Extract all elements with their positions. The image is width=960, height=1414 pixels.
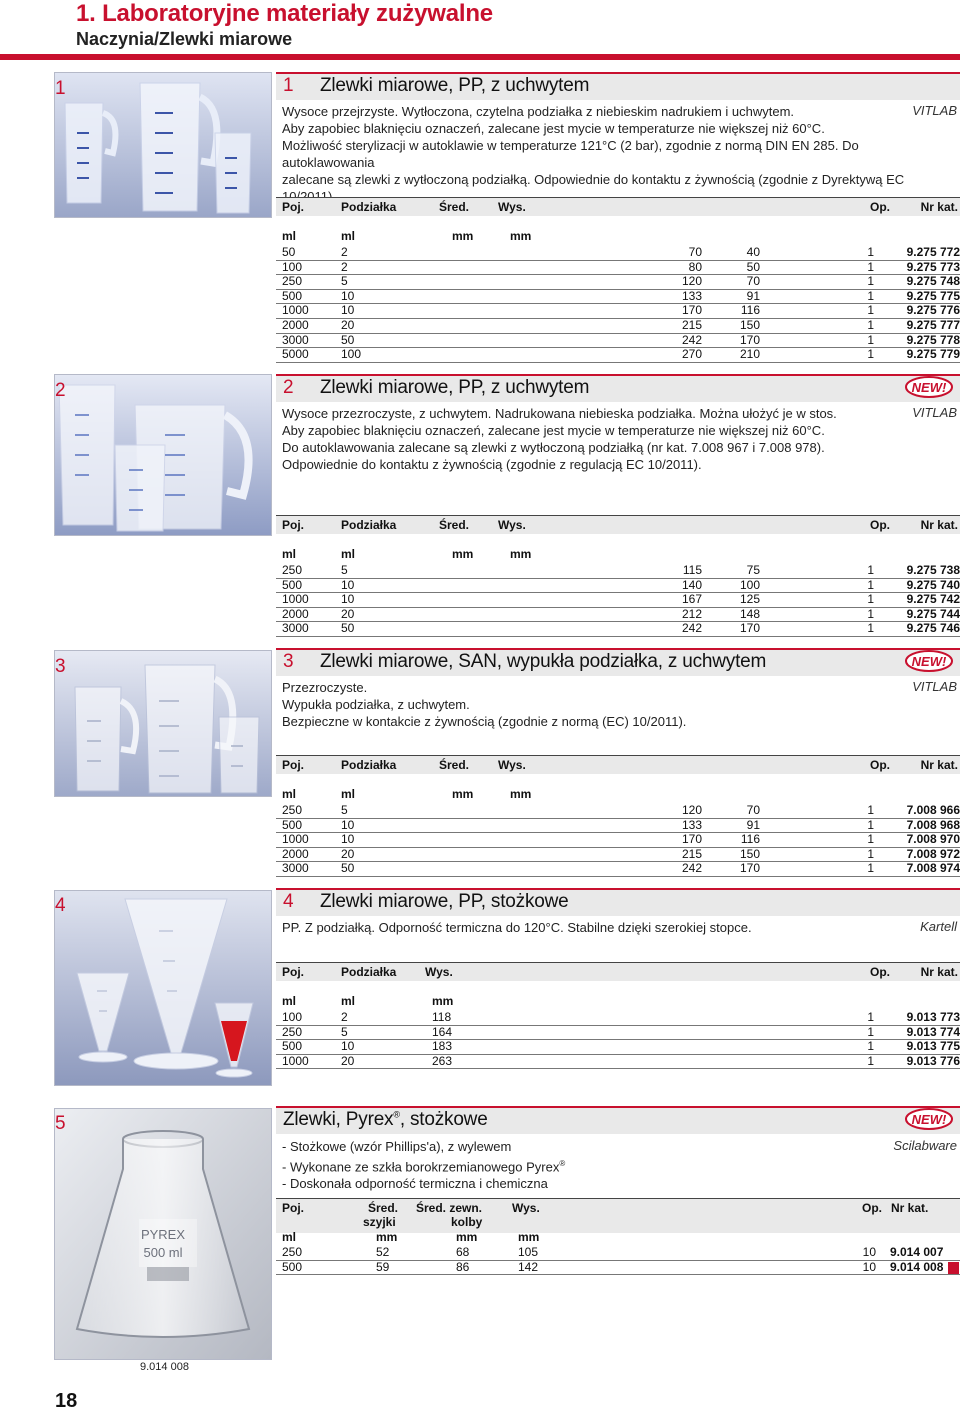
section-5-units xyxy=(276,1230,960,1244)
section-1-desc-line: zalecane są zlewki z wytłoczoną podziałką. Odpowiednie do kontaktu z żywnością (zgodnie z Dyrektywą EC xyxy=(282,172,905,187)
table-cell: 142 xyxy=(518,1259,539,1274)
table-row xyxy=(276,861,960,877)
section-1-units xyxy=(276,229,960,243)
section-2-desc-line: Odpowiednie do kontaktu z żywnością (zgodnie z regulacją EC 10/2011). xyxy=(282,457,702,472)
section-3-units xyxy=(276,787,960,801)
section-1-title: Zlewki miarowe, PP, z uchwytem xyxy=(320,75,590,96)
table-cell: 7.008 974 xyxy=(906,861,960,876)
section-3-desc-line: Przezroczyste. xyxy=(282,680,368,695)
unit: ml xyxy=(341,547,356,561)
section-4-units xyxy=(276,994,960,1008)
section-2-photo-number: 2 xyxy=(55,380,66,401)
table-cell: 215 xyxy=(681,318,702,332)
pyrex-logo-text: PYREX xyxy=(140,1227,186,1242)
section-2-desc-line: Aby zapobiec blaknięciu oznaczeń, zalecane jest mycie w temperaturze nie większej niż 60°C. xyxy=(282,423,825,438)
table-row xyxy=(276,592,960,608)
unit: mm xyxy=(510,229,532,243)
table-cell: 100 xyxy=(282,1010,303,1024)
table-cell: 1 xyxy=(867,577,874,592)
table-cell: 167 xyxy=(681,592,702,607)
col-op: Op. xyxy=(862,1201,882,1215)
table-cell: 116 xyxy=(740,832,760,847)
table-cell: 2000 xyxy=(282,846,309,861)
table-cell: 1 xyxy=(867,846,874,861)
unit: ml xyxy=(341,994,356,1008)
col-podzialka: Podziałka xyxy=(341,965,397,979)
table-cell: 1000 xyxy=(282,832,309,847)
pyrex-volume-text: 500 ml xyxy=(143,1245,183,1260)
section-2-units xyxy=(276,547,960,561)
product-photo-4 xyxy=(54,890,272,1086)
table-cell: 9.014 008 xyxy=(890,1259,944,1274)
table-cell: 3000 xyxy=(282,861,309,876)
table-cell: 2 xyxy=(341,245,348,259)
table-row xyxy=(276,621,960,637)
col-op: Op. xyxy=(870,200,890,214)
unit: mm xyxy=(452,547,474,561)
table-cell: 70 xyxy=(688,245,702,259)
section-1-photo-number: 1 xyxy=(55,78,66,99)
section-4-brand: Kartell xyxy=(920,919,957,934)
table-cell: 250 xyxy=(282,1245,303,1259)
section-5-tab-marker xyxy=(948,1262,959,1274)
table-cell: 80 xyxy=(688,259,702,274)
table-cell: 9.275 742 xyxy=(906,592,960,607)
section-5-title-suffix: , stożkowe xyxy=(399,1109,488,1130)
table-cell: 250 xyxy=(282,803,303,817)
table-cell: 120 xyxy=(681,803,702,817)
col-sred: Śred. xyxy=(439,758,470,772)
section-4-description xyxy=(282,919,902,936)
unit: mm xyxy=(452,787,474,801)
table-cell: 1 xyxy=(867,347,874,362)
table-cell: 1 xyxy=(867,621,874,636)
table-cell: 1000 xyxy=(282,1053,309,1068)
table-cell: 1 xyxy=(867,332,874,347)
table-cell: 170 xyxy=(739,861,760,876)
section-2-description xyxy=(282,405,902,473)
col-sred-sub: szyjki xyxy=(363,1215,396,1229)
table-cell: 5 xyxy=(341,803,348,817)
table-cell: 118 xyxy=(432,1010,452,1024)
table-cell: 270 xyxy=(681,347,702,362)
table-cell: 115 xyxy=(682,563,702,577)
table-cell: 1 xyxy=(867,288,874,303)
table-cell: 140 xyxy=(681,577,702,592)
table-cell: 150 xyxy=(739,318,760,332)
table-cell: 100 xyxy=(739,577,760,592)
table-cell: 500 xyxy=(282,577,303,592)
table-cell: 250 xyxy=(282,274,303,289)
col-nrkat: Nr kat. xyxy=(920,965,958,979)
new-badge-label: NEW! xyxy=(911,380,947,395)
section-1-desc-line: Wysoce przejrzyste. Wytłoczona, czytelna podziałka z niebieskim nadrukiem i uchwytem. xyxy=(282,104,795,119)
col-poj: Poj. xyxy=(282,965,305,979)
table-cell: 242 xyxy=(681,621,702,636)
table-row xyxy=(276,578,960,594)
table-cell: 20 xyxy=(341,318,355,332)
table-row xyxy=(276,832,960,848)
table-row xyxy=(276,607,960,623)
table-cell: 215 xyxy=(681,846,702,861)
table-cell: 50 xyxy=(282,245,296,259)
table-cell: 164 xyxy=(432,1024,453,1039)
section-5-brand: Scilabware xyxy=(893,1138,957,1153)
table-cell: 50 xyxy=(341,861,355,876)
table-cell: 170 xyxy=(739,332,760,347)
table-cell: 250 xyxy=(282,563,303,577)
table-row xyxy=(276,1260,960,1276)
col-wys: Wys. xyxy=(498,518,526,532)
table-cell: 1 xyxy=(867,817,874,832)
table-cell: 9.275 772 xyxy=(906,245,960,259)
col-wys: Wys. xyxy=(425,965,453,979)
section-5-desc-line xyxy=(282,1155,842,1175)
table-cell: 70 xyxy=(746,803,760,817)
col-poj: Poj. xyxy=(282,200,305,214)
table-cell: 1 xyxy=(867,303,874,318)
section-4-title: Zlewki miarowe, PP, stożkowe xyxy=(320,891,569,912)
section-1-desc-line: Aby zapobiec blaknięciu oznaczeń, zalecane jest mycie w temperaturze nie większej niż 60°C. xyxy=(282,121,825,136)
col-sred: Śred. xyxy=(439,518,470,532)
table-cell: 170 xyxy=(739,621,760,636)
table-cell: 212 xyxy=(681,606,702,621)
col-op: Op. xyxy=(870,758,890,772)
unit: ml xyxy=(282,787,297,801)
table-cell: 70 xyxy=(746,274,760,289)
section-3-title: Zlewki miarowe, SAN, wypukła podziałka, z uchwytem xyxy=(320,651,767,672)
table-cell: 9.275 778 xyxy=(906,332,960,347)
table-cell: 10 xyxy=(341,288,355,303)
table-cell: 7.008 970 xyxy=(906,832,960,847)
table-cell: 500 xyxy=(282,1259,303,1274)
table-cell: 9.275 746 xyxy=(906,621,960,636)
table-cell: 125 xyxy=(739,592,760,607)
footer-code: 9.014 008 xyxy=(140,1361,189,1373)
table-cell: 5 xyxy=(341,274,348,289)
table-cell: 1 xyxy=(867,592,874,607)
table-cell: 120 xyxy=(681,274,702,289)
table-cell: 91 xyxy=(746,817,760,832)
table-cell: 100 xyxy=(341,347,362,362)
table-cell: 1 xyxy=(867,245,874,259)
table-cell: 3000 xyxy=(282,332,309,347)
table-cell: 148 xyxy=(739,606,760,621)
table-cell: 9.013 775 xyxy=(906,1039,960,1054)
table-cell: 133 xyxy=(681,817,702,832)
table-cell: 50 xyxy=(746,259,760,274)
table-row xyxy=(276,347,960,363)
table-cell: 1 xyxy=(867,1039,874,1054)
table-cell: 7.008 966 xyxy=(906,803,960,817)
page-number: 18 xyxy=(55,1390,78,1412)
table-cell: 20 xyxy=(341,846,355,861)
table-cell: 9.014 007 xyxy=(890,1245,944,1259)
col-podzialka: Podziałka xyxy=(341,200,397,214)
table-cell: 9.275 740 xyxy=(906,577,960,592)
col-wys: Wys. xyxy=(498,758,526,772)
table-cell: 10 xyxy=(341,303,355,318)
section-3-description xyxy=(282,679,902,730)
unit: ml xyxy=(341,787,356,801)
section-3-number: 3 xyxy=(283,651,294,672)
table-cell: 250 xyxy=(282,1024,303,1039)
section-5-desc-line: - Stożkowe (wzór Phillips'a), z wylewem xyxy=(282,1139,512,1154)
table-cell: 75 xyxy=(746,563,760,577)
table-cell: 9.275 748 xyxy=(906,274,960,289)
col-nrkat: Nr kat. xyxy=(891,1201,929,1215)
section-4-number: 4 xyxy=(283,891,294,912)
section-5-table-header xyxy=(276,1198,960,1233)
section-1-description xyxy=(282,103,942,205)
col-nrkat: Nr kat. xyxy=(920,200,958,214)
table-cell: 1 xyxy=(867,606,874,621)
table-cell: 68 xyxy=(456,1245,470,1259)
table-row xyxy=(276,274,960,290)
table-cell: 5000 xyxy=(282,347,309,362)
table-cell: 86 xyxy=(456,1259,470,1274)
unit: ml xyxy=(282,994,297,1008)
table-cell: 2 xyxy=(341,259,348,274)
unit: mm xyxy=(510,787,532,801)
table-cell: 10 xyxy=(341,832,355,847)
section-4-photo-number: 4 xyxy=(55,895,66,916)
table-cell: 10 xyxy=(341,817,355,832)
section-4-table-header xyxy=(276,962,960,981)
section-3-desc-line: Wypukła podziałka, z uchwytem. xyxy=(282,697,470,712)
section-2-desc-line: Do autoklawowania zalecane są zlewki z wytłoczoną podziałką (nr kat. 7.008 967 i 7.008 978). xyxy=(282,440,825,455)
unit: mm xyxy=(432,994,454,1008)
table-cell: 2000 xyxy=(282,318,309,332)
table-cell: 1 xyxy=(867,563,874,577)
table-cell: 50 xyxy=(341,621,355,636)
table-row xyxy=(276,318,960,334)
table-cell: 210 xyxy=(739,347,760,362)
table-cell: 1 xyxy=(867,274,874,289)
new-badge-label: NEW! xyxy=(911,654,947,669)
col-op: Op. xyxy=(870,518,890,532)
col-sred: Śred. xyxy=(439,200,470,214)
col-podzialka: Podziałka xyxy=(341,758,397,772)
table-cell: 9.275 738 xyxy=(906,563,960,577)
table-cell: 263 xyxy=(432,1053,453,1068)
table-cell: 242 xyxy=(681,861,702,876)
table-cell: 105 xyxy=(518,1245,539,1259)
table-row xyxy=(276,1025,960,1041)
table-cell: 170 xyxy=(681,303,702,318)
table-cell: 1 xyxy=(867,1053,874,1068)
col-podzialka: Podziałka xyxy=(341,518,397,532)
table-row xyxy=(276,260,960,276)
new-badge-label: NEW! xyxy=(911,1112,947,1127)
table-row xyxy=(276,563,960,579)
registered-mark: ® xyxy=(393,1109,400,1120)
table-cell: 1000 xyxy=(282,592,309,607)
table-cell: 1 xyxy=(867,259,874,274)
table-cell: 1 xyxy=(867,1024,874,1039)
table-row xyxy=(276,803,960,819)
section-5-description xyxy=(282,1138,842,1192)
section-2-table-header xyxy=(276,515,960,534)
col-op: Op. xyxy=(870,965,890,979)
col-poj: Poj. xyxy=(282,1201,305,1215)
page-title: 1. Laboratoryjne materiały zużywalne xyxy=(76,0,493,27)
table-cell: 9.275 777 xyxy=(906,318,960,332)
table-cell: 183 xyxy=(432,1039,453,1054)
new-badge-icon xyxy=(905,1108,953,1130)
table-row xyxy=(276,303,960,319)
table-cell: 9.275 775 xyxy=(906,288,960,303)
table-cell: 20 xyxy=(341,1053,355,1068)
table-cell: 59 xyxy=(376,1259,390,1274)
table-cell: 9.275 776 xyxy=(906,303,960,318)
table-row xyxy=(276,1245,960,1261)
table-cell: 5 xyxy=(341,563,348,577)
table-cell: 10 xyxy=(341,577,355,592)
registered-mark: ® xyxy=(559,1159,566,1168)
col-sred-zewn-sub: kolby xyxy=(451,1215,483,1229)
section-5-photo-number: 5 xyxy=(55,1113,66,1134)
table-cell: 116 xyxy=(740,303,760,318)
table-cell: 9.013 774 xyxy=(906,1024,960,1039)
col-nrkat: Nr kat. xyxy=(920,518,958,532)
table-row xyxy=(276,818,960,834)
table-cell: 9.013 776 xyxy=(906,1053,960,1068)
table-cell: 10 xyxy=(862,1259,876,1274)
col-sred: Śred. xyxy=(368,1201,399,1215)
section-1-table-header xyxy=(276,197,960,216)
table-cell: 1 xyxy=(867,318,874,332)
table-cell: 52 xyxy=(376,1245,390,1259)
section-2-number: 2 xyxy=(283,377,294,398)
unit: mm xyxy=(376,1230,398,1244)
table-cell: 40 xyxy=(746,245,760,259)
table-row xyxy=(276,245,960,261)
table-cell: 1 xyxy=(867,803,874,817)
table-cell: 9.013 773 xyxy=(906,1010,960,1024)
table-cell: 133 xyxy=(681,288,702,303)
table-cell: 1000 xyxy=(282,303,309,318)
product-photo-5 xyxy=(54,1108,272,1360)
new-badge-icon xyxy=(905,376,953,398)
table-cell: 9.275 779 xyxy=(906,347,960,362)
page-subtitle: Naczynia/Zlewki miarowe xyxy=(76,29,293,49)
section-4-desc-line: PP. Z podziałką. Odporność termiczna do 120°C. Stabilne dzięki szerokiej stopce. xyxy=(282,920,752,935)
table-cell: 10 xyxy=(341,592,355,607)
table-row xyxy=(276,333,960,349)
section-5-desc-text: - Wykonane ze szkła borokrzemianowego Pyrex xyxy=(282,1159,560,1175)
unit: mm xyxy=(510,547,532,561)
header-rule xyxy=(0,54,960,60)
unit: ml xyxy=(282,1230,297,1244)
table-cell: 91 xyxy=(746,288,760,303)
table-cell: 9.275 744 xyxy=(906,606,960,621)
col-nrkat: Nr kat. xyxy=(920,758,958,772)
table-cell: 100 xyxy=(282,259,303,274)
col-sred-zewn: Śred. zewn. xyxy=(416,1201,483,1215)
table-cell: 500 xyxy=(282,288,303,303)
section-3-desc-line: Bezpieczne w kontakcie z żywnością (zgodnie z normą (EC) 10/2011). xyxy=(282,714,687,729)
col-wys: Wys. xyxy=(512,1201,540,1215)
table-cell: 7.008 972 xyxy=(906,846,960,861)
table-cell: 10 xyxy=(862,1245,876,1259)
table-row xyxy=(276,1054,960,1070)
section-5-desc-line: - Doskonała odporność termiczna i chemiczna xyxy=(282,1176,548,1192)
table-row xyxy=(276,847,960,863)
table-cell: 3000 xyxy=(282,621,309,636)
section-5-title xyxy=(283,1109,488,1131)
table-cell: 9.275 773 xyxy=(906,259,960,274)
section-2-brand: VITLAB xyxy=(912,405,957,420)
table-row xyxy=(276,1039,960,1055)
table-cell: 10 xyxy=(341,1039,355,1054)
section-3-brand: VITLAB xyxy=(912,679,957,694)
table-cell: 20 xyxy=(341,606,355,621)
table-cell: 170 xyxy=(681,832,702,847)
section-1-brand: VITLAB xyxy=(912,103,957,118)
unit: mm xyxy=(452,229,474,243)
section-2-desc-line: Wysoce przezroczyste, z uchwytem. Nadrukowana niebieska podziałka. Można ułożyć je w stos. xyxy=(282,406,837,421)
section-2-title: Zlewki miarowe, PP, z uchwytem xyxy=(320,377,590,398)
table-cell: 1 xyxy=(867,1010,874,1024)
unit: ml xyxy=(282,229,297,243)
table-cell: 500 xyxy=(282,1039,303,1054)
col-poj: Poj. xyxy=(282,758,305,772)
unit: mm xyxy=(518,1230,540,1244)
table-row xyxy=(276,289,960,305)
unit: mm xyxy=(456,1230,478,1244)
table-cell: 5 xyxy=(341,1024,348,1039)
section-1-number: 1 xyxy=(283,75,294,96)
section-1-desc-line: Możliwość sterylizacji w autoklawie w temperaturze 121°C (2 bar), zgodnie z normą DIN EN 285. Do autoklawowania xyxy=(282,138,859,170)
table-cell: 242 xyxy=(681,332,702,347)
new-badge-icon xyxy=(905,650,953,672)
unit: ml xyxy=(341,229,356,243)
table-cell: 2000 xyxy=(282,606,309,621)
table-cell: 1 xyxy=(867,832,874,847)
section-3-table-header xyxy=(276,755,960,774)
table-cell: 500 xyxy=(282,817,303,832)
table-row xyxy=(276,1010,960,1026)
table-cell: 7.008 968 xyxy=(906,817,960,832)
unit: ml xyxy=(282,547,297,561)
table-cell: 50 xyxy=(341,332,355,347)
section-5-title-text: Zlewki, Pyrex xyxy=(283,1109,394,1130)
table-cell: 2 xyxy=(341,1010,348,1024)
section-3-photo-number: 3 xyxy=(55,656,66,677)
col-wys: Wys. xyxy=(498,200,526,214)
table-cell: 1 xyxy=(867,861,874,876)
col-poj: Poj. xyxy=(282,518,305,532)
table-cell: 150 xyxy=(739,846,760,861)
